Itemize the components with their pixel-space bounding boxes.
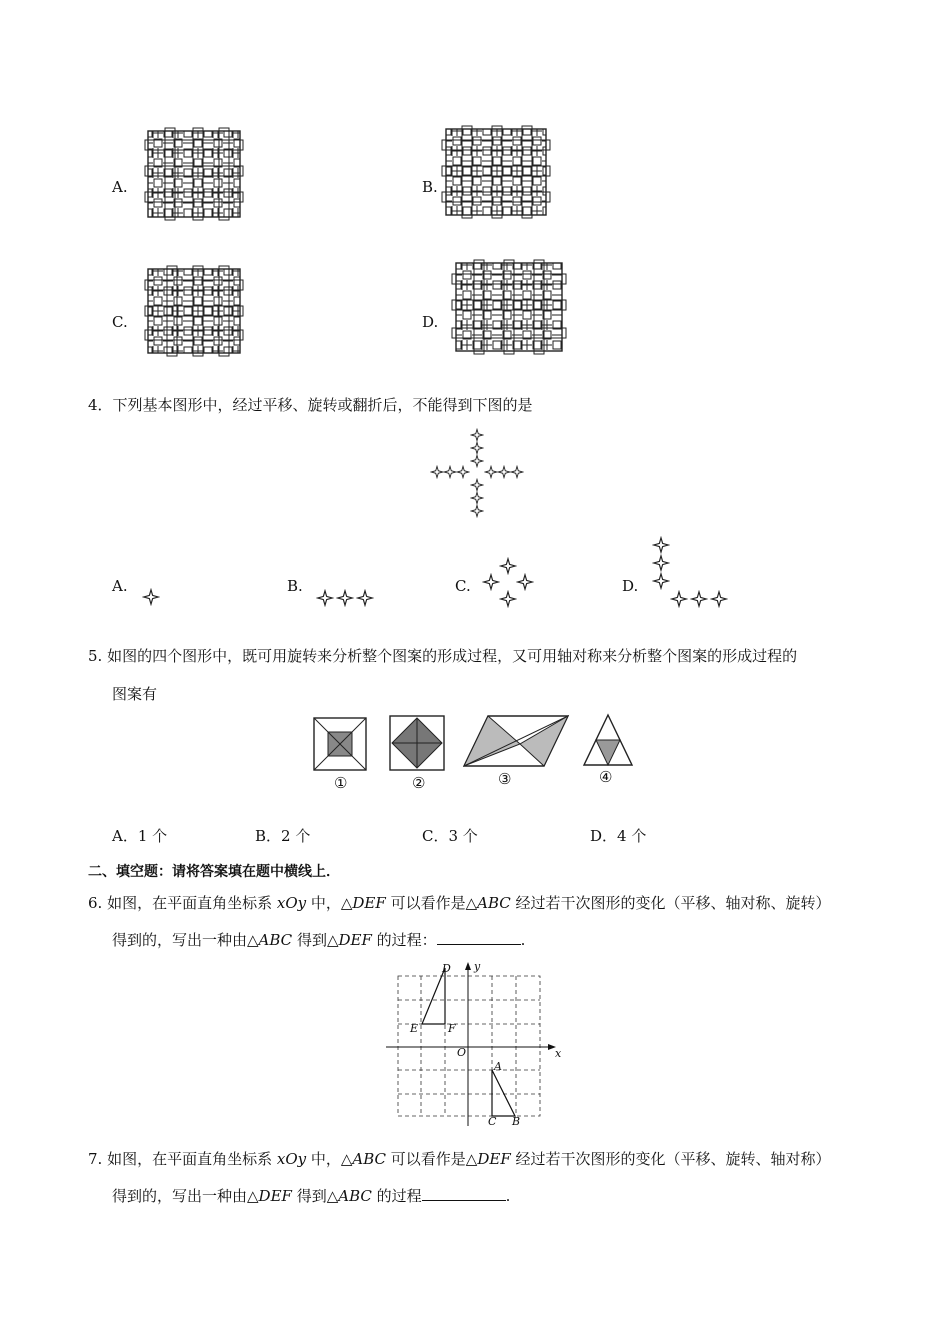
q4-option-b-figure	[316, 589, 374, 607]
q3-option-d-label: D.	[422, 313, 439, 331]
q6-graph-label-c: C	[488, 1115, 497, 1128]
q4-option-a-figure	[142, 588, 160, 606]
q4-option-b-label: B.	[287, 577, 303, 595]
q4-option-a-label: A.	[112, 577, 128, 595]
q6-graph-label-f: F	[448, 1022, 456, 1035]
q3-option-b-label: B.	[422, 178, 438, 196]
q3-option-a-figure	[143, 128, 245, 220]
q6-answer-blank[interactable]	[437, 930, 521, 945]
q6-graph-label-d: D	[442, 962, 451, 975]
q5-figure-1	[312, 716, 368, 772]
q5-figure-4	[582, 713, 634, 767]
q4-main-figure-cross-of-stars	[430, 428, 524, 520]
q6-line1: 6. 如图，在平面直角坐标系 xOy 中，△DEF 可以看作是△ABC 经过若干次图形的变化（平移、轴对称、旋转）	[88, 894, 831, 912]
q5-figure-2	[388, 714, 446, 772]
q4-option-c-figure	[482, 557, 534, 609]
q7-line2: 得到的，写出一种由△DEF 得到△ABC 的过程 .	[112, 1187, 511, 1205]
q5-option-a: A．1 个	[112, 827, 168, 845]
q6-graph-label-a: A	[494, 1060, 502, 1073]
q5-figure-4-label: ④	[599, 768, 613, 786]
q5-question-line2: 图案有	[112, 685, 158, 703]
section-2-title: 二、填空题：请将答案填在题中横线上．	[88, 864, 340, 880]
q3-option-d-figure	[452, 260, 566, 354]
q4-option-d-figure	[652, 536, 728, 610]
q3-option-b-figure	[442, 126, 550, 218]
q6-graph-label-y: y	[474, 960, 481, 973]
q3-option-c-label: C.	[112, 313, 128, 331]
q5-question-line1: 5. 如图的四个图形中，既可用旋转来分析整个图案的形成过程，又可用轴对称来分析整个图案的形成过程的	[88, 647, 798, 665]
q7-answer-blank[interactable]	[422, 1186, 506, 1201]
q7-line1: 7. 如图，在平面直角坐标系 xOy 中，△ABC 可以看作是△DEF 经过若干次图形的变化（平移、旋转、轴对称）	[88, 1150, 831, 1168]
q5-figure-3-label: ③	[498, 770, 512, 788]
q5-figure-2-label: ②	[412, 774, 426, 792]
q6-graph-label-b: B	[512, 1115, 521, 1128]
q5-figure-1-label: ①	[334, 774, 348, 792]
q5-option-d: D．4 个	[590, 827, 647, 845]
q6-line2: 得到的，写出一种由△ABC 得到△DEF 的过程： .	[112, 931, 526, 949]
q6-graph-label-x: x	[555, 1047, 562, 1060]
q5-option-c: C．3 个	[422, 827, 478, 845]
q5-option-b: B．2 个	[255, 827, 311, 845]
q6-coordinate-graph	[384, 960, 564, 1132]
q3-option-c-figure	[143, 266, 245, 356]
q3-option-a-label: A.	[112, 178, 128, 196]
q4-option-d-label: D.	[622, 577, 639, 595]
q5-figure-3	[462, 714, 570, 768]
q4-question-text: 4．下列基本图形中，经过平移、旋转或翻折后，不能得到下图的是	[88, 396, 533, 414]
q6-graph-label-o: O	[457, 1046, 467, 1059]
q6-graph-label-e: E	[410, 1022, 419, 1035]
q4-option-c-label: C.	[455, 577, 471, 595]
